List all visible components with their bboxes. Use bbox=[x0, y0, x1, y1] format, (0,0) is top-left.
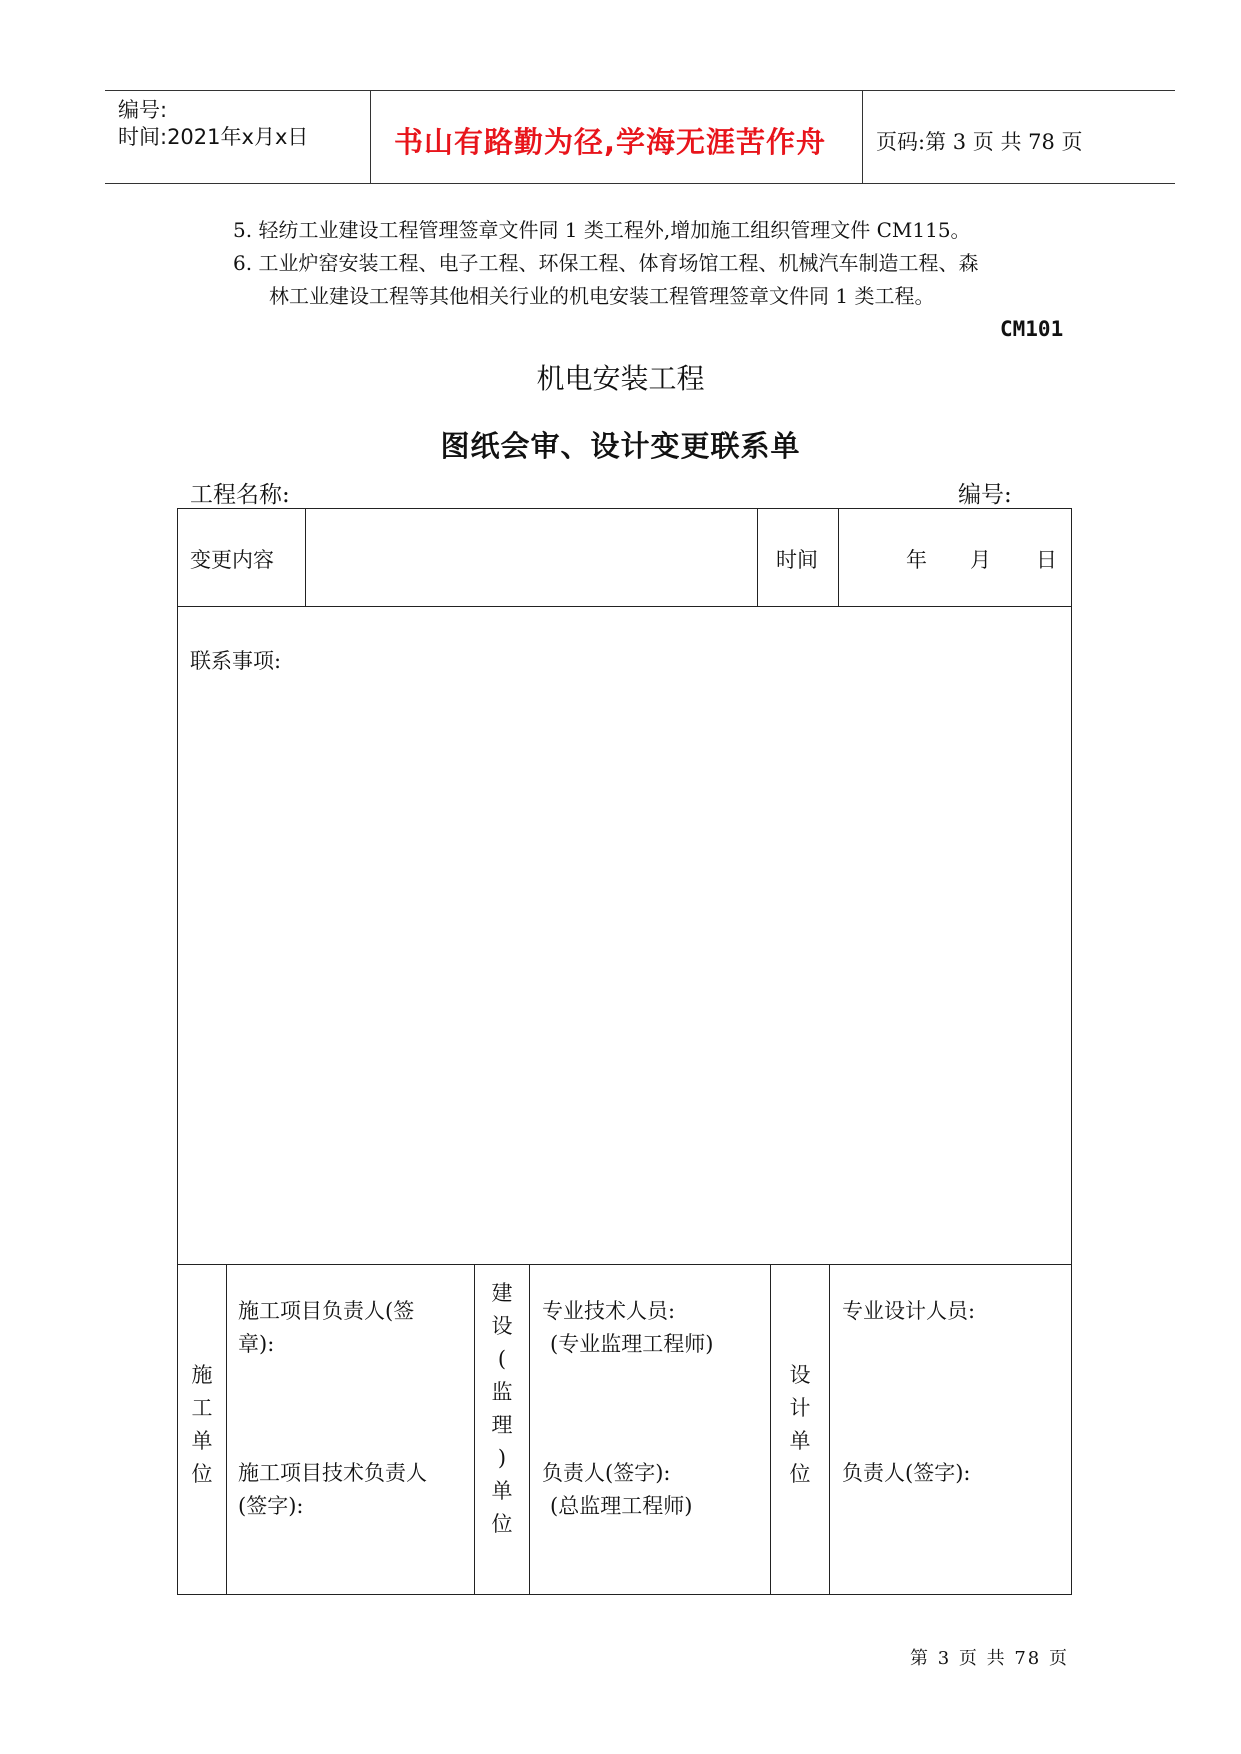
form-title: 机电安装工程 bbox=[536, 362, 705, 395]
change-content-label: 变更内容 bbox=[190, 548, 274, 572]
form-number-label: 编号: bbox=[958, 482, 1012, 508]
header-number-label: 编号: bbox=[118, 98, 168, 122]
header-divider-right bbox=[862, 90, 863, 183]
table-rule bbox=[757, 508, 758, 606]
table-rule bbox=[829, 1264, 830, 1594]
note-item-6-line2: 林工业建设工程等其他相关行业的机电安装工程管理签章文件同 1 类工程。 bbox=[269, 284, 935, 308]
project-name-label: 工程名称: bbox=[190, 482, 290, 508]
header-page-info: 页码:第 3 页 共 78 页 bbox=[876, 130, 1083, 154]
designer-label: 专业设计人员: bbox=[842, 1299, 976, 1323]
table-rule bbox=[226, 1264, 227, 1594]
table-rule bbox=[838, 508, 839, 606]
table-rule bbox=[177, 606, 1072, 607]
header-top-rule bbox=[105, 90, 1175, 91]
construction-tech-line1: 施工项目技术负责人 bbox=[238, 1461, 427, 1485]
construction-pm-line1: 施工项目负责人(签 bbox=[238, 1299, 415, 1323]
table-rule bbox=[177, 1264, 1072, 1265]
date-month: 月 bbox=[970, 548, 991, 572]
table-rule bbox=[529, 1264, 530, 1594]
change-content-field[interactable] bbox=[306, 509, 756, 605]
construction-tech-line2: (签字): bbox=[238, 1494, 304, 1518]
header-bottom-rule bbox=[105, 183, 1175, 184]
table-rule bbox=[770, 1264, 771, 1594]
owner-supervisor-unit-label: 建 设 ( 监 理 ) 单 位 bbox=[491, 1281, 513, 1536]
date-day: 日 bbox=[1036, 548, 1057, 572]
table-rule bbox=[474, 1264, 475, 1594]
note-item-6-line1: 6. 工业炉窑安装工程、电子工程、环保工程、体育场馆工程、机械汽车制造工程、森 bbox=[233, 251, 979, 275]
note-item-5: 5. 轻纺工业建设工程管理签章文件同 1 类工程外,增加施工组织管理文件 CM115。 bbox=[233, 218, 971, 242]
date-year: 年 bbox=[906, 548, 927, 572]
page-footer: 第 3 页 共 78 页 bbox=[910, 1648, 1069, 1669]
time-label: 时间 bbox=[776, 548, 818, 572]
construction-pm-line2: 章): bbox=[238, 1332, 275, 1356]
table-rule bbox=[177, 1594, 1072, 1595]
design-unit-label: 设 计 单 位 bbox=[789, 1363, 811, 1486]
supervisor-head-line1: 负责人(签字): bbox=[542, 1461, 671, 1485]
table-rule bbox=[1071, 508, 1072, 1595]
form-subtitle: 图纸会审、设计变更联系单 bbox=[440, 429, 801, 463]
header-motto: 书山有路勤为径,学海无涯苦作舟 bbox=[394, 125, 827, 159]
contact-items-label: 联系事项: bbox=[190, 649, 282, 673]
form-code: CM101 bbox=[1000, 317, 1064, 341]
design-head-label: 负责人(签字): bbox=[842, 1461, 971, 1485]
supervisor-head-line2: (总监理工程师) bbox=[550, 1494, 693, 1518]
header-date: 时间:2021年x月x日 bbox=[118, 125, 309, 149]
supervisor-tech-line2: (专业监理工程师) bbox=[550, 1332, 714, 1356]
header-divider-left bbox=[370, 90, 371, 183]
contact-items-field[interactable] bbox=[178, 680, 1070, 1260]
supervisor-tech-line1: 专业技术人员: bbox=[542, 1299, 676, 1323]
construction-unit-label: 施 工 单 位 bbox=[191, 1363, 213, 1486]
